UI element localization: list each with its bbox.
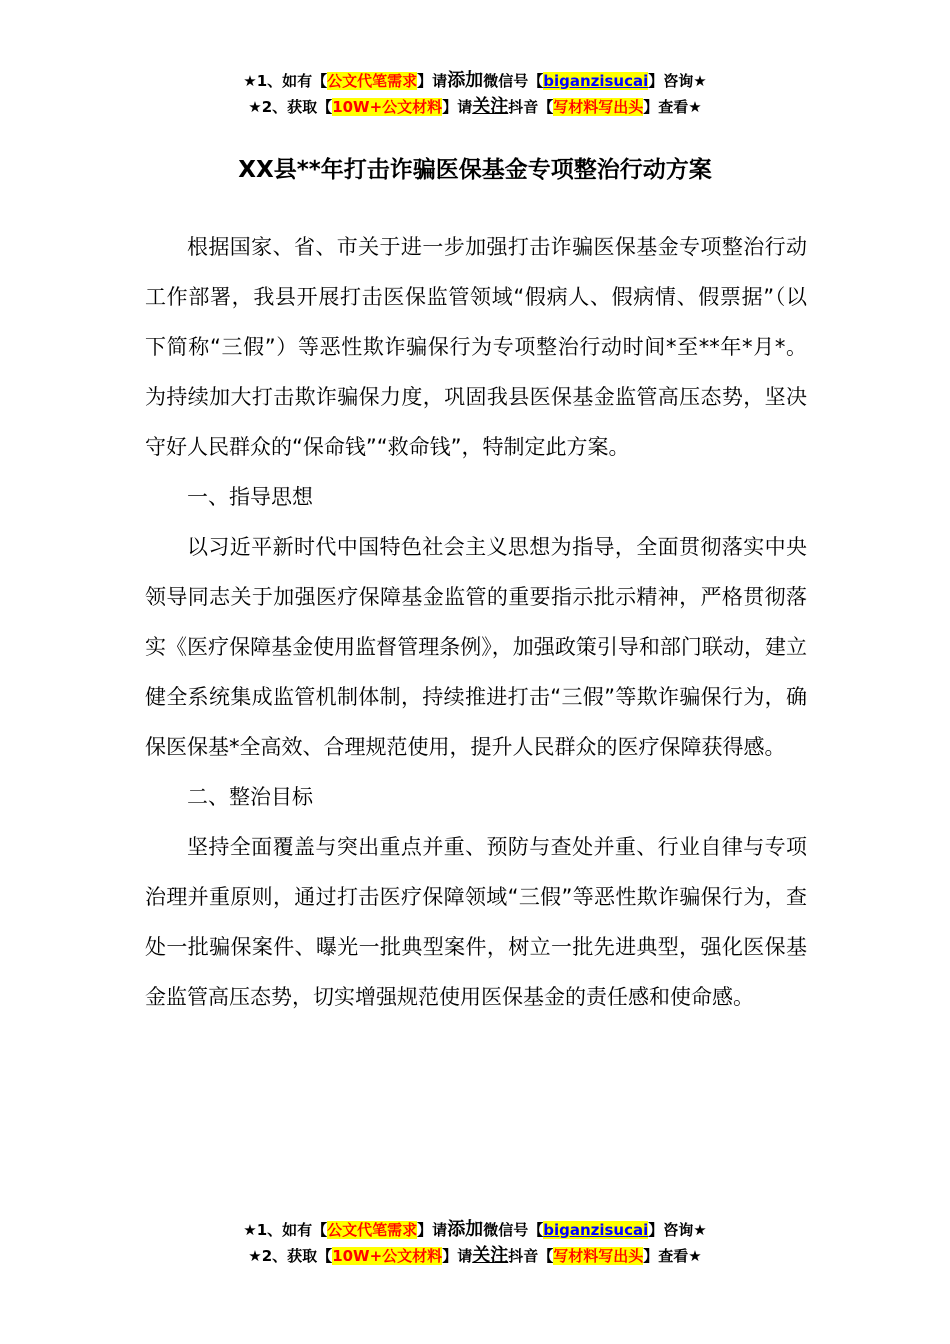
banner-text: 】请 <box>417 1221 448 1239</box>
footer-banner <box>0 1217 950 1269</box>
banner-text: 】咨询★ <box>648 72 707 90</box>
paragraph-goals: 坚持全面覆盖与突出重点并重、预防与查处并重、行业自律与专项治理并重原则，通过打击医疗保障领域“三假”等恶性欺诈骗保行为，查处一批骗保案件、曝光一批典型案件，树立一批先进典型，强化医保基金监管高压态势，切实增强规范使用医保基金的责任感和使命感。 <box>145 835 807 1009</box>
banner-highlight-materials: 10W+公文材料 <box>332 1247 443 1265</box>
banner-text: 抖音【 <box>508 98 554 116</box>
banner-highlight-douyin: 写材料写出头 <box>553 1247 644 1265</box>
banner-text: 】咨询★ <box>648 1221 707 1239</box>
banner-line-1 <box>0 68 950 94</box>
document-body <box>145 222 807 1022</box>
section-heading-goals: 二、整治目标 <box>187 785 313 809</box>
banner-wechat-id: biganzisucai <box>543 72 649 90</box>
banner-text: 】请 <box>417 72 448 90</box>
banner-text: 抖音【 <box>508 1247 554 1265</box>
banner-text: 】请 <box>442 1247 473 1265</box>
banner-line-2 <box>0 94 950 120</box>
banner-text: ★1、如有【 <box>243 1221 328 1239</box>
header-banner <box>0 68 950 120</box>
banner-highlight-douyin: 写材料写出头 <box>553 98 644 116</box>
banner-line-1 <box>0 1217 950 1243</box>
banner-text: 微信号【 <box>483 1221 544 1239</box>
document-title: XX县**年打击诈骗医保基金专项整治行动方案 <box>238 157 712 183</box>
banner-text: 】查看★ <box>643 1247 702 1265</box>
paragraph-guiding-ideology: 以习近平新时代中国特色社会主义思想为指导，全面贯彻落实中央领导同志关于加强医疗保障基金监管的重要指示批示精神，严格贯彻落实《医疗保障基金使用监督管理条例》，加强政策引导和部门联动，建立健全系统集成监管机制体制，持续推进打击“三假”等欺诈骗保行为，确保医保基*全高效、合理规范使用，提升人民群众的医疗保障获得感。 <box>145 535 807 759</box>
banner-emphasis: 关注 <box>472 96 509 117</box>
banner-highlight-service: 公文代笔需求 <box>327 1221 418 1239</box>
banner-text: ★2、获取【 <box>248 1247 333 1265</box>
banner-text: 】请 <box>442 98 473 116</box>
banner-text: ★2、获取【 <box>248 98 333 116</box>
banner-line-2 <box>0 1243 950 1269</box>
banner-text: ★1、如有【 <box>243 72 328 90</box>
banner-text: 微信号【 <box>483 72 544 90</box>
paragraph-intro: 根据国家、省、市关于进一步加强打击诈骗医保基金专项整治行动工作部署，我县开展打击医保监管领域“假病人、假病情、假票据”（以下简称“三假”）等恶性欺诈骗保行为专项整治行动时间*至**年*月*。为持续加大打击欺诈骗保力度，巩固我县医保基金监管高压态势，坚决守好人民群众的“保命钱”“救命钱”，特制定此方案。 <box>145 235 807 459</box>
banner-emphasis: 添加 <box>447 70 484 91</box>
section-heading-guiding-ideology: 一、指导思想 <box>187 485 313 509</box>
banner-highlight-service: 公文代笔需求 <box>327 72 418 90</box>
banner-emphasis: 添加 <box>447 1219 484 1240</box>
banner-highlight-materials: 10W+公文材料 <box>332 98 443 116</box>
banner-wechat-id: biganzisucai <box>543 1221 649 1239</box>
banner-text: 】查看★ <box>643 98 702 116</box>
banner-emphasis: 关注 <box>472 1245 509 1266</box>
